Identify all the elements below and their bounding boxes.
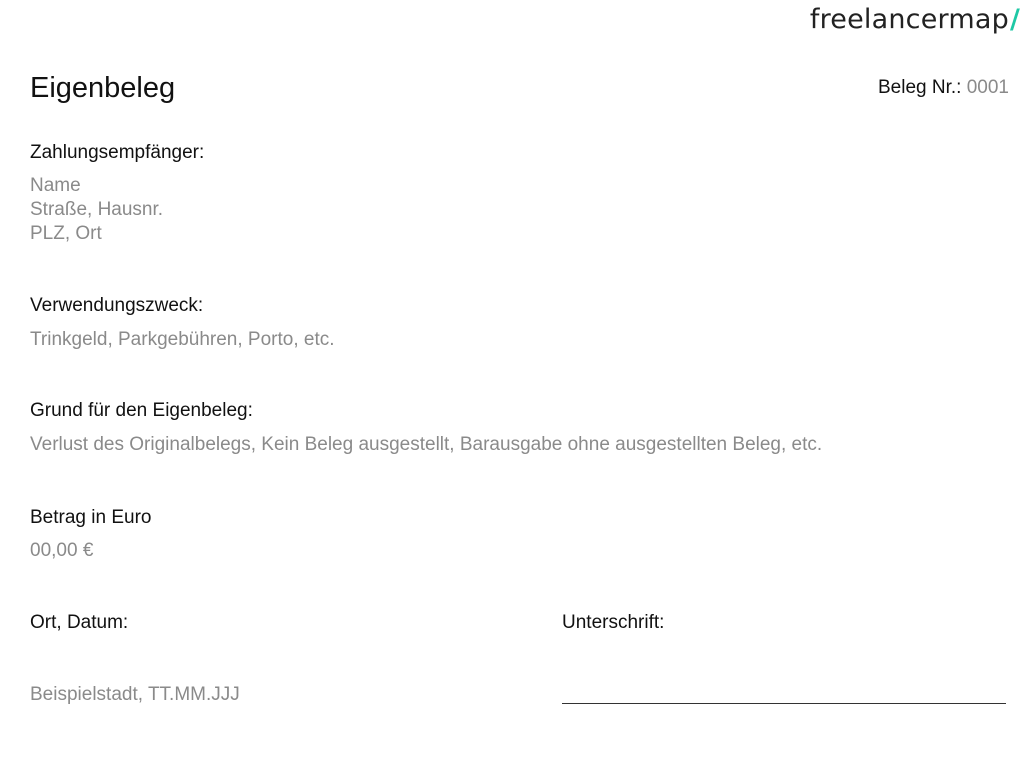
amount-value: 00,00 € bbox=[30, 540, 94, 561]
place-date-label: Ort, Datum: bbox=[30, 612, 129, 633]
reason-value: Verlust des Originalbelegs, Kein Beleg ausgestellt, Barausgabe ohne ausgestellten Beleg, etc. bbox=[30, 434, 823, 455]
signature-label: Unterschrift: bbox=[562, 612, 665, 633]
freelancermap-logo bbox=[810, 4, 1020, 36]
payee-city: PLZ, Ort bbox=[30, 223, 102, 244]
signature-line bbox=[562, 703, 1006, 704]
place-date-value: Beispielstadt, TT.MM.JJJ bbox=[30, 684, 240, 705]
payee-street: Straße, Hausnr. bbox=[30, 199, 164, 220]
logo-slash-mark: / bbox=[1009, 4, 1020, 35]
purpose-value: Trinkgeld, Parkgebühren, Porto, etc. bbox=[30, 329, 335, 350]
receipt-number bbox=[878, 77, 1009, 99]
receipt-number-value: 0001 bbox=[966, 77, 1009, 98]
reason-label: Grund für den Eigenbeleg: bbox=[30, 400, 253, 421]
payee-label: Zahlungsempfänger: bbox=[30, 142, 205, 163]
payee-name: Name bbox=[30, 175, 81, 196]
document-title: Eigenbeleg bbox=[30, 72, 176, 104]
purpose-label: Verwendungszweck: bbox=[30, 295, 204, 316]
receipt-number-label: Beleg Nr.: bbox=[878, 77, 962, 98]
amount-label: Betrag in Euro bbox=[30, 507, 152, 528]
logo-text: freelancermap bbox=[809, 4, 1009, 35]
payee-address bbox=[30, 174, 163, 246]
